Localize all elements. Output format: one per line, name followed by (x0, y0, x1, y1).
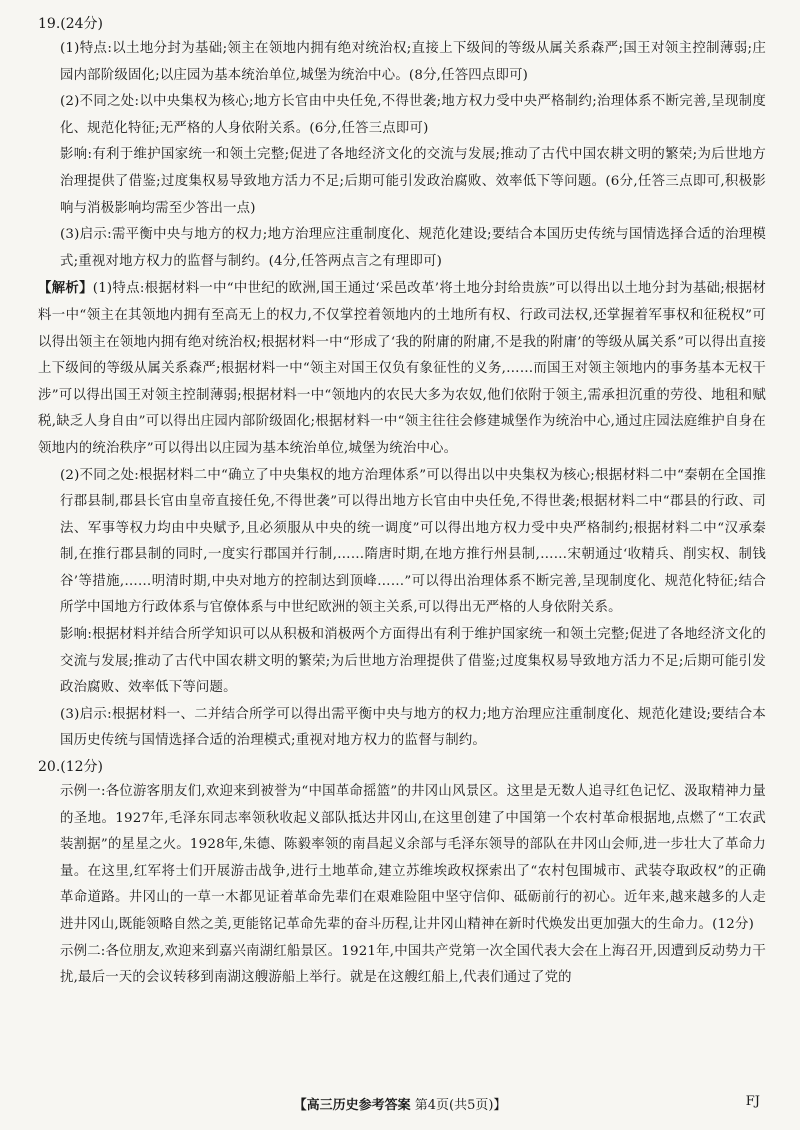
q20-example-2: 示例二:各位朋友,欢迎来到嘉兴南湖红船景区。1921年,中国共产党第一次全国代表大会在上海召开,因遭到反动势力干扰,最后一天的会议转移到南湖这艘游船上举行。就是在这艘红船上,代表们通过了党的 (60, 943, 766, 986)
q19-answer-part2: (2)不同之处:以中央集权为核心;地方长官由中央任免,不得世袭;地方权力受中央严格制约;治理体系不断完善,呈现制度化、规范化特征;无严格的人身依附关系。(6分,任答三点即可) (60, 94, 766, 136)
q19-analysis-impact: 影响:根据材料并结合所学知识可以从积极和消极两个方面得出有利于维护国家统一和领土完整;促进了各地经济文化的交流与发展;推动了古代中国农耕文明的繁荣;为后世地方治理提供了借鉴;过度集权易导致地方活力不足;后期可能引发政治腐败、效率低下等问题。 (60, 627, 766, 696)
q20-example-1: 示例一:各位游客朋友们,欢迎来到被誉为“中国革命摇篮”的井冈山风景区。这里是无数人追寻红色记忆、汲取精神力量的圣地。1927年,毛泽东同志率领秋收起义部队抵达井冈山,在这里创建了中国第一个农村革命根据地,点燃了“工农武装割据”的星星之火。1928年,朱德、陈毅率领的南昌起义余部与毛泽东领导的部队在井冈山会师,进一步壮大了革命力量。在这里,红军将士们开展游击战争,进行土地革命,建立苏维埃政权探索出了“农村包围城市、武装夺取政权”的正确革命道路。井冈山的一草一木都见证着革命先辈们在艰难险阻中坚守信仰、砥砺前行的初心。近年来,越来越多的人走进井冈山,既能领略自然之美,更能铭记革命先辈的奋斗历程,让井冈山精神在新时代焕发出更加强大的生命力。(12分) (60, 784, 766, 932)
q19-analysis-part1 (38, 275, 766, 462)
q19-answer-part1: (1)特点:以土地分封为基础;领主在领地内拥有绝对统治权;直接上下级间的等级从属关系森严;国王对领主控制薄弱;庄园内部阶级固化;以庄园为基本统治单位,城堡为统治中心。(8分,任答四点即可) (60, 41, 766, 83)
q19-answer-impact: 影响:有利于维护国家统一和领土完整;促进了各地经济文化的交流与发展;推动了古代中国农耕文明的繁荣;为后世地方治理提供了借鉴;过度集权易导致地方活力不足;后期可能引发政治腐败、效率低下等问题。(6分,任答三点即可,积极影响与消极影响均需至少答出一点) (60, 147, 766, 216)
q19-analysis-part3: (3)启示:根据材料一、二并结合所学可以得出需平衡中央与地方的权力;地方治理应注重制度化、规范化建设;要结合本国历史传统与国情选择合适的治理模式;重视对地方权力的监督与制约。 (60, 706, 766, 749)
q19-analysis-part2: (2)不同之处:根据材料二中“确立了中央集权的地方治理体系”可以得出以中央集权为核心;根据材料二中“秦朝在全国推行郡县制,郡县长官由皇帝直接任免,不得世袭”可以得出地方长官由中央任免,不得世袭;根据材料二中“郡县的行政、司法、军事等权力均由中央赋予,且必须服从中央的统一调度”可以得出地方权力受中央严格制约;根据材料二中“汉承秦制,在推行郡县制的同时,一度实行郡国并行制,……隋唐时期,在地方推行州县制,……宋朝通过‘收精兵、削实权、制钱谷’等措施,……明清时期,中央对地方的控制达到顶峰……”可以得出治理体系不断完善,呈现制度化、规范化特征;结合所学中国地方行政体系与官僚体系与中世纪欧洲的领主关系,可以得出无严格的人身依附关系。 (60, 467, 766, 616)
footer-code: FJ (745, 1094, 760, 1109)
analysis-tag: 【解析】 (38, 280, 93, 297)
page-footer (0, 1094, 800, 1113)
question-20-heading: 20.(12分) (38, 759, 104, 776)
analysis-text-1: (1)特点:根据材料一中“中世纪的欧洲,国王通过‘采邑改革’将土地分封给贵族”可以得出以土地分封为基础;根据材料一中“领主在其领地内拥有至高无上的权力,不仅掌控着领地内的土地所有权、行政司法权,还掌握着军事权和征税权”可以得出领主在领地内拥有绝对统治权;根据材料一中“形成了‘我的附庸的附庸,不是我的附庸’的等级从属关系”可以得出直接上下级间的等级从属关系森严;根据材料一中“领主对国王仅负有象征性的义务,……而国王对领主领地内的事务基本无权干涉”可以得出国王对领主控制薄弱;根据材料一中“领地内的农民大多为农奴,他们依附于领主,需承担沉重的劳役、地租和赋税,缺乏人身自由”可以得出庄园内部阶级固化;根据材料一中“领主往往会修建城堡作为统治中心,通过庄园法庭维护自身在领地内的统治秩序”可以得出以庄园为基本统治单位,城堡为统治中心。 (38, 281, 766, 456)
q19-answer-part3: (3)启示:需平衡中央与地方的权力;地方治理应注重制度化、规范化建设;要结合本国历史传统与国情选择合适的治理模式;重视对地方权力的监督与制约。(4分,任答两点言之有理即可) (60, 227, 766, 269)
footer-page-number: 第4页(共5页)】 (414, 1098, 507, 1113)
footer-title: 【高三历史参考答案 (293, 1098, 411, 1113)
question-19-heading: 19.(24分) (38, 16, 104, 32)
answer-page (38, 12, 766, 992)
